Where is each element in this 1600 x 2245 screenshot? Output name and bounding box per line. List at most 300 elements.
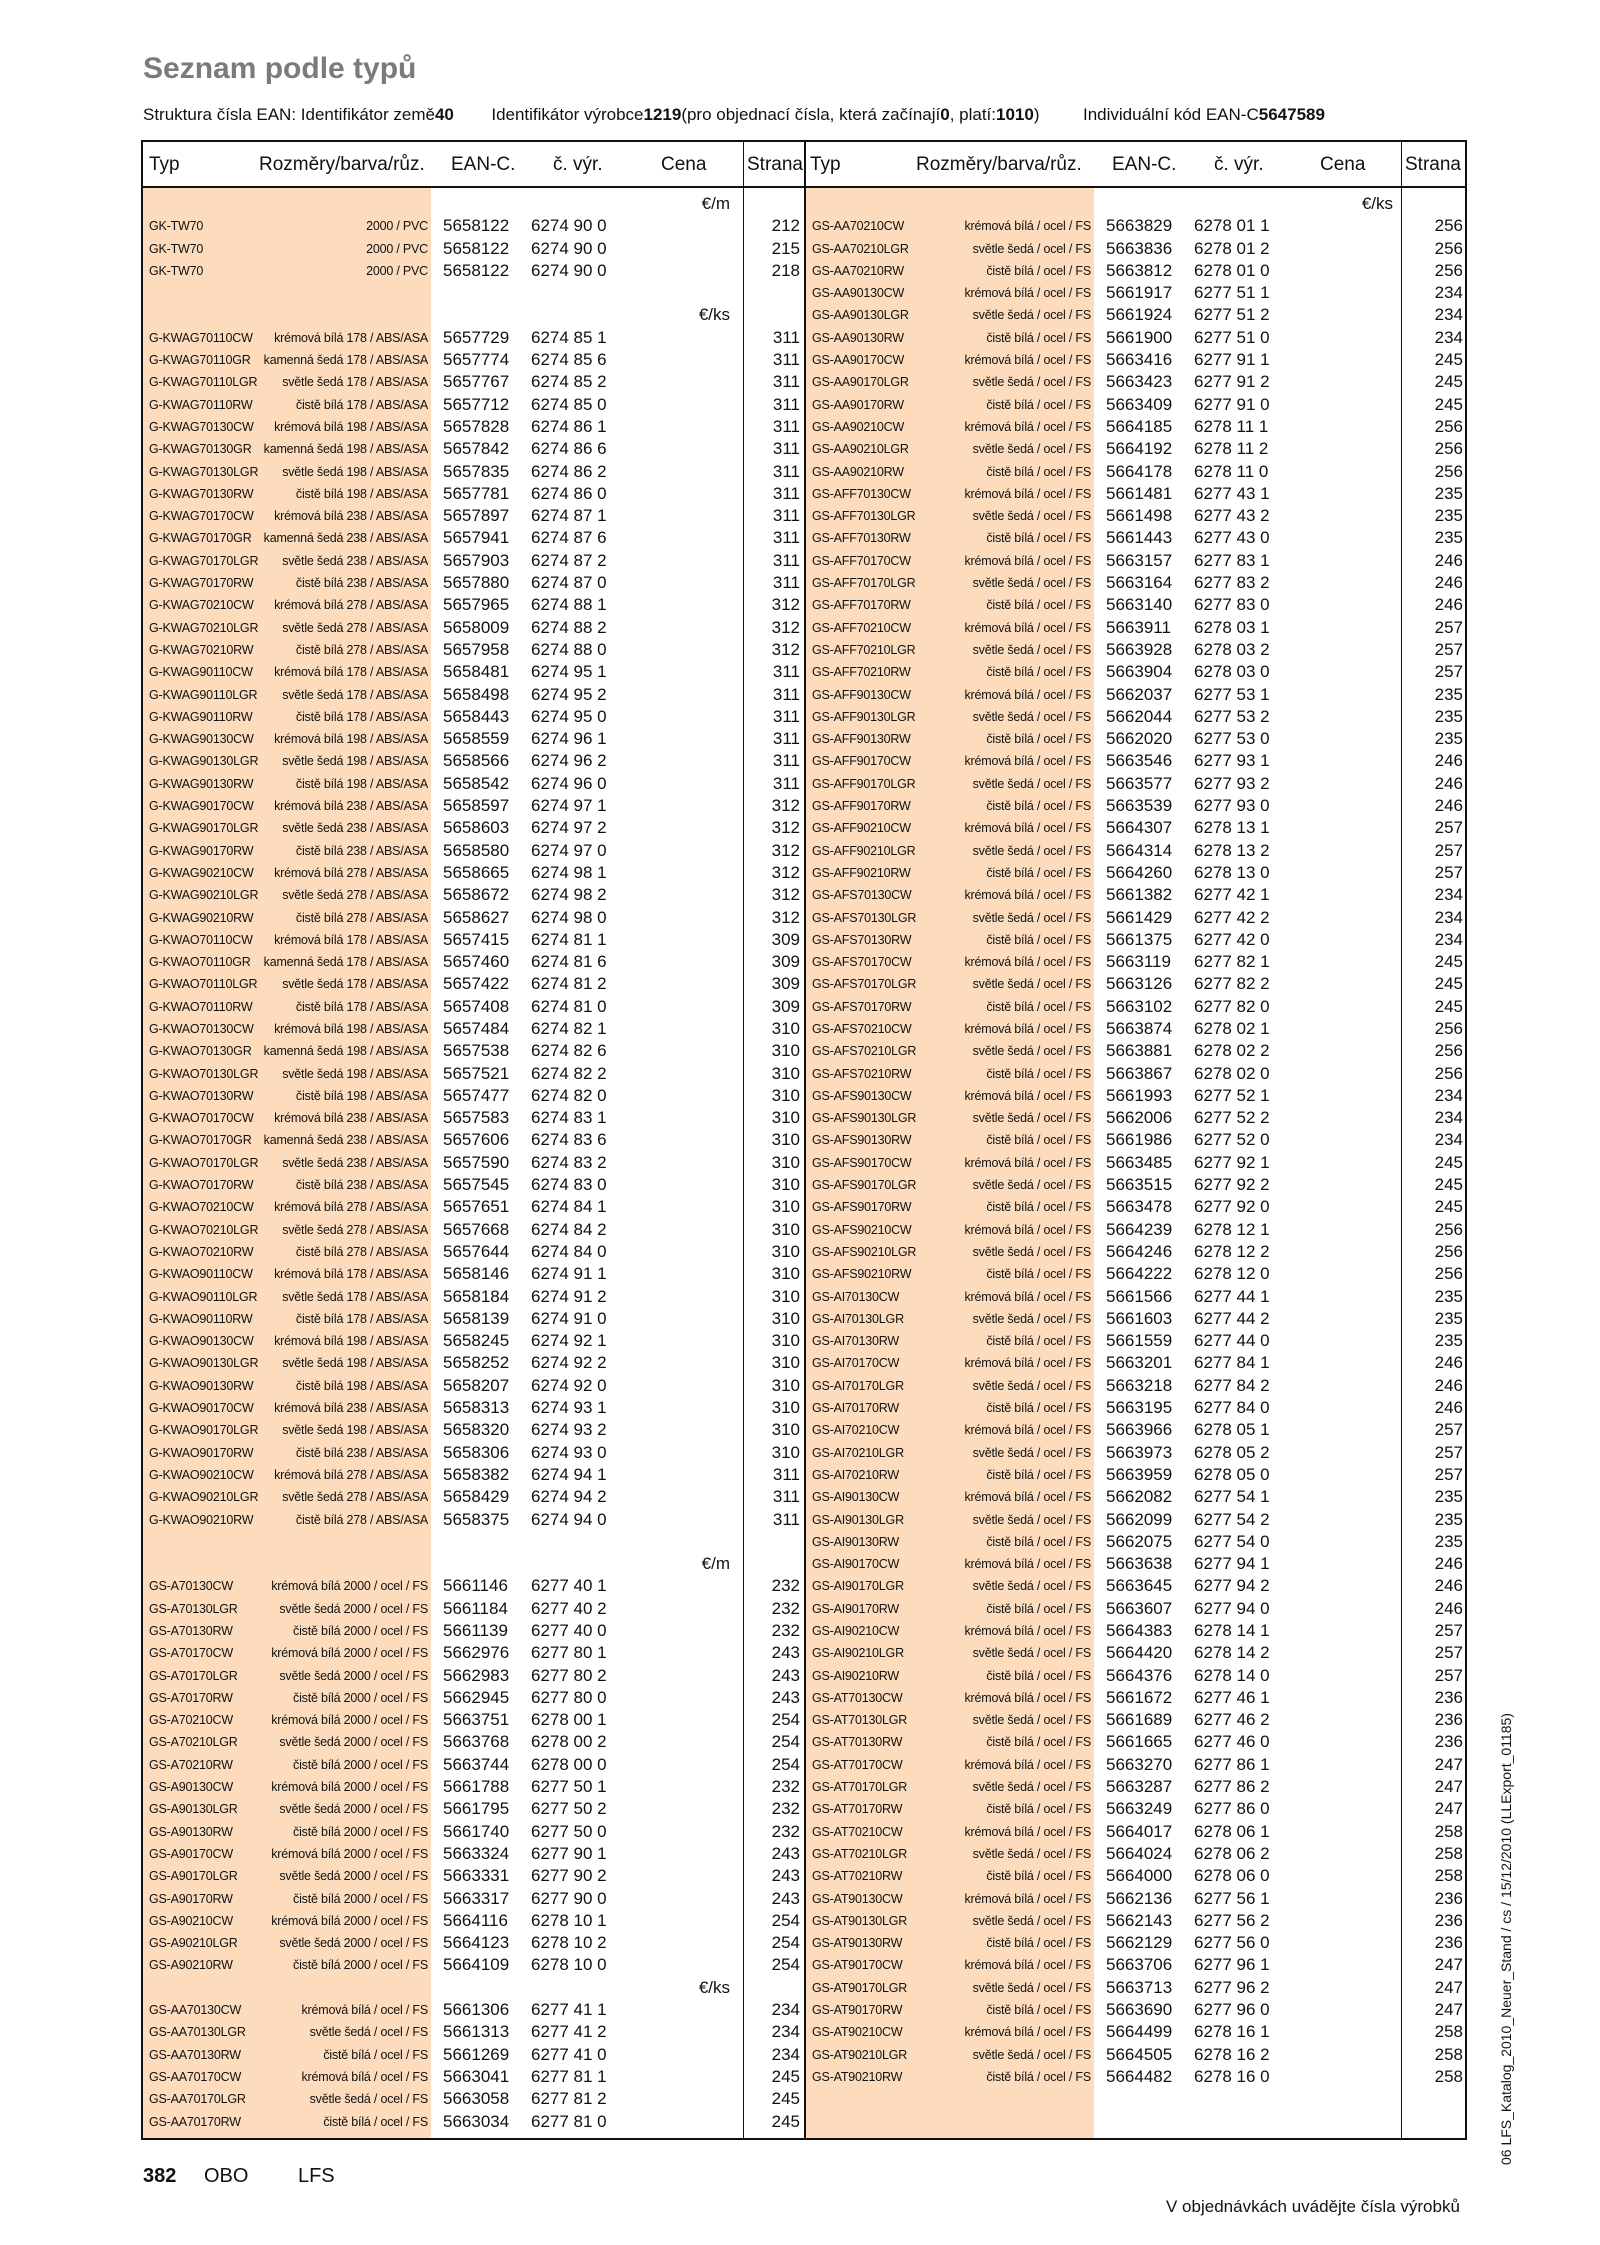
table-row — [806, 1797, 1467, 1819]
page-cell: 256 — [1434, 238, 1463, 258]
dimensions-cell: čistě bílá 2000 / ocel / FS — [293, 1958, 428, 1973]
ean-cell: 5664222 — [1106, 1264, 1173, 1284]
table-row — [806, 727, 1467, 749]
table-row — [143, 883, 804, 905]
dimensions-cell: krémová bílá / ocel / FS — [964, 1021, 1091, 1036]
dimensions-cell: krémová bílá 178 / ABS/ASA — [274, 932, 428, 947]
ean-cell: 5663690 — [1106, 2000, 1173, 2020]
page-cell: 312 — [771, 617, 800, 637]
table-row — [143, 504, 804, 526]
table-row — [143, 593, 804, 615]
dimensions-cell: krémová bílá / ocel / FS — [964, 2025, 1091, 2040]
dimensions-cell: čistě bílá / ocel / FS — [986, 1066, 1091, 1081]
ean-cell: 5657828 — [443, 416, 510, 436]
table-row — [806, 2065, 1467, 2087]
item-number-cell: 6277 90 0 — [531, 1888, 607, 1908]
item-number-cell: 6277 91 2 — [1194, 372, 1270, 392]
ean-cell: 5661917 — [1106, 283, 1173, 303]
item-number-cell: 6274 90 0 — [531, 238, 607, 258]
dimensions-cell: světle šedá 238 / ABS/ASA — [282, 553, 428, 568]
type-cell: G-KWAG90130LGR — [149, 754, 259, 769]
type-cell: GS-AT70170RW — [812, 1802, 903, 1817]
item-number-cell: 6277 43 0 — [1194, 528, 1270, 548]
table-row — [143, 749, 804, 771]
type-cell: GS-A70170LGR — [149, 1668, 238, 1683]
item-number-cell: 6277 56 2 — [1194, 1910, 1270, 1930]
dimensions-cell: čistě bílá / ocel / FS — [986, 1133, 1091, 1148]
type-cell: G-KWAG70110GR — [149, 353, 251, 368]
ean-cell: 5658566 — [443, 751, 510, 771]
ean-cell: 5663126 — [1106, 974, 1173, 994]
type-cell: GS-AFF70170LGR — [812, 576, 916, 591]
table-row — [806, 1017, 1467, 1039]
ean-cell: 5664420 — [1106, 1643, 1173, 1663]
ean-cell: 5664192 — [1106, 439, 1173, 459]
dimensions-cell: čistě bílá 198 / ABS/ASA — [295, 1088, 428, 1103]
ean-cell: 5664116 — [443, 1910, 508, 1930]
dimensions-cell: čistě bílá 278 / ABS/ASA — [295, 1512, 428, 1527]
ean-cell: 5662099 — [1106, 1509, 1173, 1529]
table-row — [806, 1976, 1467, 1998]
table-row — [143, 237, 804, 259]
page-number: 382 — [143, 2165, 177, 2187]
page-cell: 310 — [771, 1130, 800, 1150]
page-cell: 235 — [1434, 729, 1463, 749]
dimensions-cell: 2000 / PVC — [366, 241, 428, 256]
table-row — [143, 995, 804, 1017]
ean-cell: 5658122 — [443, 216, 510, 236]
table-row — [806, 839, 1467, 861]
page-cell: 246 — [1434, 1353, 1463, 1373]
ean-cell: 5663638 — [1106, 1554, 1173, 1574]
dimensions-cell: čistě bílá / ocel / FS — [986, 1601, 1091, 1616]
type-cell: GS-AI90210CW — [812, 1624, 900, 1638]
item-number-cell: 6274 98 1 — [531, 862, 607, 882]
ean-cell: 5661795 — [443, 1799, 510, 1819]
type-cell: GS-AFS70170CW — [812, 955, 912, 970]
price-unit: €/ks — [698, 1977, 730, 1997]
ean-cell: 5657415 — [443, 929, 510, 949]
item-number-cell: 6278 06 2 — [1194, 1843, 1270, 1863]
dimensions-cell: čistě bílá / ocel / FS — [986, 865, 1091, 880]
page-cell: 246 — [1434, 573, 1463, 593]
type-cell: GS-AFS90130LGR — [812, 1111, 917, 1126]
type-cell: GS-AFF70130RW — [812, 531, 911, 546]
item-number-cell: 6274 88 2 — [531, 617, 607, 637]
ean-cell: 5661306 — [443, 2000, 510, 2020]
table-row — [806, 1240, 1467, 1262]
page-cell: 312 — [771, 818, 800, 838]
table-row — [806, 1953, 1467, 1975]
dimensions-cell: čistě bílá 2000 / ocel / FS — [293, 1824, 428, 1839]
dimensions-cell: čistě bílá / ocel / FS — [986, 531, 1091, 546]
page-cell: 254 — [771, 1933, 800, 1953]
table-row — [143, 460, 804, 482]
price-unit: €/m — [701, 1554, 730, 1574]
item-number-cell: 6277 81 1 — [531, 2066, 607, 2086]
page-cell: 311 — [772, 1464, 800, 1484]
table-row — [143, 1686, 804, 1708]
ean-cell: 5663157 — [1106, 550, 1173, 570]
item-number-cell: 6277 92 1 — [1194, 1152, 1270, 1172]
dimensions-cell: světle šedá 2000 / ocel / FS — [279, 1869, 428, 1884]
item-number-cell: 6278 01 2 — [1194, 238, 1270, 258]
type-cell: GS-AT90210RW — [812, 2069, 903, 2084]
table-row — [806, 883, 1467, 905]
ean-cell: 5663881 — [1106, 1041, 1173, 1061]
page-cell: 234 — [1434, 1130, 1463, 1150]
type-cell: GS-AFF70170CW — [812, 553, 911, 568]
item-number-cell: 6277 51 1 — [1194, 283, 1270, 303]
item-number-cell: 6277 44 1 — [1194, 1286, 1270, 1306]
page-cell: 236 — [1434, 1933, 1463, 1953]
item-number-cell: 6277 41 2 — [531, 2022, 607, 2042]
item-number-cell: 6277 83 1 — [1194, 550, 1270, 570]
page-cell: 245 — [1434, 1175, 1463, 1195]
type-cell: G-KWAO70110LGR — [149, 977, 258, 992]
ean-cell: 5663515 — [1106, 1175, 1173, 1195]
dimensions-cell: krémová bílá / ocel / FS — [964, 553, 1091, 568]
table-row — [806, 1730, 1467, 1752]
ean-cell: 5663874 — [1106, 1018, 1173, 1038]
ean-cell: 5664376 — [1106, 1665, 1173, 1685]
type-cell: GS-AT90170CW — [812, 1958, 903, 1973]
dimensions-cell: krémová bílá / ocel / FS — [964, 1824, 1091, 1839]
item-number-cell: 6277 50 0 — [531, 1821, 607, 1841]
ean-cell: 5663546 — [1106, 751, 1173, 771]
table-row — [806, 1151, 1467, 1173]
type-cell: GS-AI90170LGR — [812, 1579, 904, 1594]
page-cell: 256 — [1434, 439, 1463, 459]
type-cell: GS-A90170RW — [149, 1891, 233, 1906]
ean-cell: 5664314 — [1106, 840, 1173, 860]
page-cell: 246 — [1434, 796, 1463, 816]
page-cell: 257 — [1434, 1420, 1463, 1440]
item-number-cell: 6277 40 2 — [531, 1598, 607, 1618]
item-number-cell: 6277 56 0 — [1194, 1933, 1270, 1953]
dimensions-cell: světle šedá 178 / ABS/ASA — [282, 375, 428, 390]
ean-cell: 5658245 — [443, 1331, 510, 1351]
ean-cell: 5658320 — [443, 1420, 510, 1440]
dimensions-cell: kamenná šedá 198 / ABS/ASA — [263, 1044, 428, 1059]
table-row — [143, 1062, 804, 1084]
page-cell: 258 — [1434, 2044, 1463, 2064]
item-number-cell: 6274 94 0 — [531, 1509, 607, 1529]
page-cell: 311 — [772, 684, 800, 704]
type-cell: GS-AA70170CW — [149, 2069, 242, 2084]
page-cell: 235 — [1434, 1509, 1463, 1529]
page-cell: 310 — [771, 1219, 800, 1239]
page-cell: 246 — [1434, 1398, 1463, 1418]
table-row — [143, 1953, 804, 1975]
table-row — [143, 705, 804, 727]
dimensions-cell: krémová bílá / ocel / FS — [964, 219, 1091, 234]
page-cell: 258 — [1434, 1866, 1463, 1886]
table-row — [806, 1887, 1467, 1909]
item-number-cell: 6277 84 0 — [1194, 1398, 1270, 1418]
dimensions-cell: čistě bílá 238 / ABS/ASA — [295, 843, 428, 858]
page-cell: 257 — [1434, 639, 1463, 659]
ean-cell: 5664109 — [443, 1955, 510, 1975]
table-row — [806, 1173, 1467, 1195]
page-cell: 245 — [771, 2089, 800, 2109]
type-cell: G-KWAO70110GR — [149, 955, 251, 970]
type-cell: GS-AT70170CW — [812, 1757, 903, 1772]
dimensions-cell: kamenná šedá 238 / ABS/ASA — [263, 531, 428, 546]
ean-cell: 5663867 — [1106, 1063, 1173, 1083]
item-number-cell: 6278 14 0 — [1194, 1665, 1270, 1685]
ean-cell: 5661689 — [1106, 1710, 1173, 1730]
dimensions-cell: krémová bílá 278 / ABS/ASA — [274, 598, 428, 613]
type-cell: GS-AA90130RW — [812, 330, 904, 345]
dimensions-cell: čistě bílá 278 / ABS/ASA — [295, 910, 428, 925]
dimensions-cell: čistě bílá / ocel / FS — [986, 1869, 1091, 1884]
page-cell: 310 — [771, 1442, 800, 1462]
type-cell: G-KWAG90170RW — [149, 843, 254, 858]
page-cell: 257 — [1434, 840, 1463, 860]
table-row — [806, 549, 1467, 571]
spacer-row — [143, 281, 804, 303]
table-row — [806, 1775, 1467, 1797]
brand-label: OBO — [203, 2165, 249, 2187]
dimensions-cell: kamenná šedá 238 / ABS/ASA — [263, 1133, 428, 1148]
type-cell: G-KWAO90110CW — [149, 1267, 253, 1282]
page-cell: 246 — [1434, 1554, 1463, 1574]
page-cell: 257 — [1434, 662, 1463, 682]
ean-cell: 5658443 — [443, 706, 510, 726]
dimensions-cell: čistě bílá / ocel / FS — [986, 397, 1091, 412]
item-number-cell: 6274 94 2 — [531, 1487, 607, 1507]
table-row — [143, 839, 804, 861]
page-cell: 257 — [1434, 1464, 1463, 1484]
type-cell: G-KWAG70130CW — [149, 419, 254, 434]
type-cell: GS-A70210CW — [149, 1713, 233, 1728]
type-cell: G-KWAG70170CW — [149, 509, 254, 524]
item-number-cell: 6277 93 0 — [1194, 796, 1270, 816]
dimensions-cell: světle šedá / ocel / FS — [972, 977, 1091, 992]
ean-cell: 5657941 — [443, 528, 510, 548]
page-cell: 235 — [1434, 1331, 1463, 1351]
item-number-cell: 6277 52 2 — [1194, 1108, 1270, 1128]
ean-cell: 5657835 — [443, 461, 510, 481]
type-cell: GS-A70130LGR — [149, 1601, 238, 1616]
ean-cell: 5663812 — [1106, 260, 1173, 280]
table-row — [143, 616, 804, 638]
type-cell: GS-A90130CW — [149, 1780, 233, 1795]
ean-cell: 5661924 — [1106, 305, 1173, 325]
section-label: LFS — [297, 2165, 335, 2187]
type-cell: G-KWAO90170CW — [149, 1401, 254, 1416]
dimensions-cell: krémová bílá / ocel / FS — [964, 353, 1091, 368]
ean-cell: 5663164 — [1106, 573, 1173, 593]
item-number-cell: 6274 93 0 — [531, 1442, 607, 1462]
item-number-cell: 6277 81 0 — [531, 2111, 607, 2131]
type-cell: G-KWAO90130CW — [149, 1334, 254, 1349]
table-row — [806, 281, 1467, 303]
table-row — [143, 972, 804, 994]
page-cell: 235 — [1434, 1531, 1463, 1551]
ean-cell: 5661665 — [1106, 1732, 1173, 1752]
page-cell: 311 — [772, 550, 800, 570]
type-cell: GS-AFF90130CW — [812, 687, 911, 702]
header-price: Cena — [1320, 154, 1366, 175]
dimensions-cell: čistě bílá 2000 / ocel / FS — [293, 1891, 428, 1906]
table-row — [806, 972, 1467, 994]
ean-cell: 5662075 — [1106, 1531, 1173, 1551]
type-cell: GS-AFS90130CW — [812, 1088, 912, 1103]
table-row — [806, 1128, 1467, 1150]
dimensions-cell: čistě bílá 238 / ABS/ASA — [295, 1445, 428, 1460]
ean-cell: 5661672 — [1106, 1687, 1173, 1707]
dimensions-cell: krémová bílá 238 / ABS/ASA — [274, 799, 428, 814]
item-number-cell: 6274 88 1 — [531, 595, 607, 615]
dimensions-cell: čistě bílá / ocel / FS — [986, 665, 1091, 680]
ean-cell: 5663324 — [443, 1843, 510, 1863]
ean-cell: 5662945 — [443, 1687, 510, 1707]
dimensions-cell: čistě bílá / ocel / FS — [986, 263, 1091, 278]
type-cell: G-KWAO70130RW — [149, 1088, 254, 1103]
table-row — [143, 1998, 804, 2020]
item-number-cell: 6277 92 2 — [1194, 1175, 1270, 1195]
page-cell: 235 — [1434, 684, 1463, 704]
dimensions-cell: krémová bílá / ocel / FS — [964, 419, 1091, 434]
table-row — [143, 2087, 804, 2109]
dimensions-cell: světle šedá / ocel / FS — [972, 1512, 1091, 1527]
dimensions-cell: světle šedá 198 / ABS/ASA — [282, 464, 428, 479]
ean-cell: 5664482 — [1106, 2066, 1173, 2086]
ean-cell: 5663102 — [1106, 996, 1173, 1016]
table-row — [143, 1842, 804, 1864]
dimensions-cell: čistě bílá 238 / ABS/ASA — [295, 576, 428, 591]
page-cell: 245 — [1434, 974, 1463, 994]
page-cell: 257 — [1434, 818, 1463, 838]
table-row — [806, 660, 1467, 682]
ean-cell: 5664383 — [1106, 1621, 1173, 1640]
page-cell: 234 — [1434, 929, 1463, 949]
dimensions-cell: světle šedá / ocel / FS — [972, 1378, 1091, 1393]
item-number-cell: 6278 16 0 — [1194, 2066, 1270, 2086]
ean-cell: 5663904 — [1106, 662, 1173, 682]
dimensions-cell: světle šedá / ocel / FS — [972, 308, 1091, 323]
ean-cell: 5664000 — [1106, 1866, 1173, 1886]
table-row — [806, 2043, 1467, 2065]
page-cell: 309 — [771, 974, 800, 994]
dimensions-cell: světle šedá / ocel / FS — [972, 1311, 1091, 1326]
item-number-cell: 6274 90 0 — [531, 260, 607, 280]
table-row — [806, 1374, 1467, 1396]
dimensions-cell: čistě bílá / ocel / FS — [986, 1334, 1091, 1349]
table-row — [806, 526, 1467, 548]
item-number-cell: 6274 86 0 — [531, 483, 607, 503]
table-row — [143, 1374, 804, 1396]
item-number-cell: 6274 96 1 — [531, 729, 607, 749]
page-cell: 311 — [772, 1509, 800, 1529]
page-cell: 243 — [771, 1843, 800, 1863]
dimensions-cell: krémová bílá / ocel / FS — [964, 821, 1091, 836]
page-cell: 257 — [1434, 1442, 1463, 1462]
table-row — [806, 772, 1467, 794]
table-row — [143, 214, 804, 236]
type-cell: GS-AA70130CW — [149, 2003, 242, 2018]
dimensions-cell: krémová bílá / ocel / FS — [964, 286, 1091, 301]
item-number-cell: 6274 91 2 — [531, 1286, 607, 1306]
type-cell: GS-AI90130RW — [812, 1534, 899, 1549]
type-cell: GS-AFS70130LGR — [812, 910, 917, 925]
ean-cell: 5663768 — [443, 1732, 510, 1752]
type-cell: GS-AT90210LGR — [812, 2047, 908, 2062]
page-cell: 310 — [771, 1286, 800, 1306]
item-number-cell: 6278 00 0 — [531, 1754, 607, 1774]
item-number-cell: 6277 56 1 — [1194, 1888, 1270, 1908]
item-number-cell: 6274 81 0 — [531, 996, 607, 1016]
table-header — [806, 142, 1467, 188]
ean-cell: 5657606 — [443, 1130, 510, 1150]
item-number-cell: 6274 95 1 — [531, 662, 607, 682]
type-cell: GS-A90170LGR — [149, 1869, 238, 1884]
page-cell: 311 — [772, 439, 800, 459]
dimensions-cell: světle šedá 2000 / ocel / FS — [279, 1735, 428, 1750]
dimensions-cell: světle šedá / ocel / FS — [972, 1244, 1091, 1259]
type-cell: G-KWAG70110CW — [149, 330, 253, 345]
table-row — [806, 906, 1467, 928]
item-number-cell: 6278 01 1 — [1194, 216, 1270, 236]
item-number-cell: 6274 95 0 — [531, 706, 607, 726]
type-cell: GS-A90210RW — [149, 1958, 233, 1973]
page-cell: 311 — [772, 372, 800, 392]
unit-row — [143, 1976, 804, 1998]
table-row — [806, 415, 1467, 437]
table-row — [806, 1062, 1467, 1084]
type-cell: GS-AA90170RW — [812, 397, 904, 412]
ean-cell: 5658665 — [443, 862, 510, 882]
dimensions-cell: čistě bílá 238 / ABS/ASA — [295, 1178, 428, 1193]
type-cell: GS-AFS70130RW — [812, 932, 912, 947]
page-cell: 254 — [771, 1910, 800, 1930]
individual-code: Individuální kód EAN-C5647589 — [1082, 105, 1325, 124]
ean-cell: 5658597 — [443, 796, 510, 816]
type-cell: G-KWAG90210LGR — [149, 888, 259, 903]
dimensions-cell: světle šedá 278 / ABS/ASA — [282, 888, 428, 903]
item-number-cell: 6274 86 1 — [531, 416, 607, 436]
ean-cell: 5662136 — [1106, 1888, 1173, 1908]
page-cell: 312 — [771, 862, 800, 882]
item-number-cell: 6278 14 1 — [1194, 1621, 1270, 1640]
item-number-cell: 6277 94 1 — [1194, 1554, 1270, 1574]
type-cell: GS-AFS90170RW — [812, 1200, 912, 1215]
ean-cell: 5663485 — [1106, 1152, 1173, 1172]
table-row — [143, 1307, 804, 1329]
item-number-cell: 6277 54 0 — [1194, 1531, 1270, 1551]
dimensions-cell: čistě bílá / ocel / FS — [986, 464, 1091, 479]
item-number-cell: 6278 03 1 — [1194, 617, 1270, 637]
type-cell: G-KWAO70130LGR — [149, 1066, 259, 1081]
ean-cell: 5663966 — [1106, 1420, 1173, 1440]
ean-cell: 5657897 — [443, 506, 510, 526]
item-number-cell: 6274 81 6 — [531, 952, 607, 972]
item-number-cell: 6277 42 2 — [1194, 907, 1270, 927]
page-cell: 311 — [772, 483, 800, 503]
page-cell: 257 — [1434, 1643, 1463, 1663]
dimensions-cell: čistě bílá / ocel / FS — [986, 2003, 1091, 2018]
table-row — [143, 1329, 804, 1351]
table-row — [143, 1664, 804, 1686]
type-cell: GS-A70170CW — [149, 1646, 233, 1661]
page-cell: 243 — [771, 1866, 800, 1886]
item-number-cell: 6278 03 2 — [1194, 639, 1270, 659]
item-number-cell: 6277 86 0 — [1194, 1799, 1270, 1819]
item-number-cell: 6274 82 6 — [531, 1041, 607, 1061]
ean-cell: 5661375 — [1106, 929, 1173, 949]
